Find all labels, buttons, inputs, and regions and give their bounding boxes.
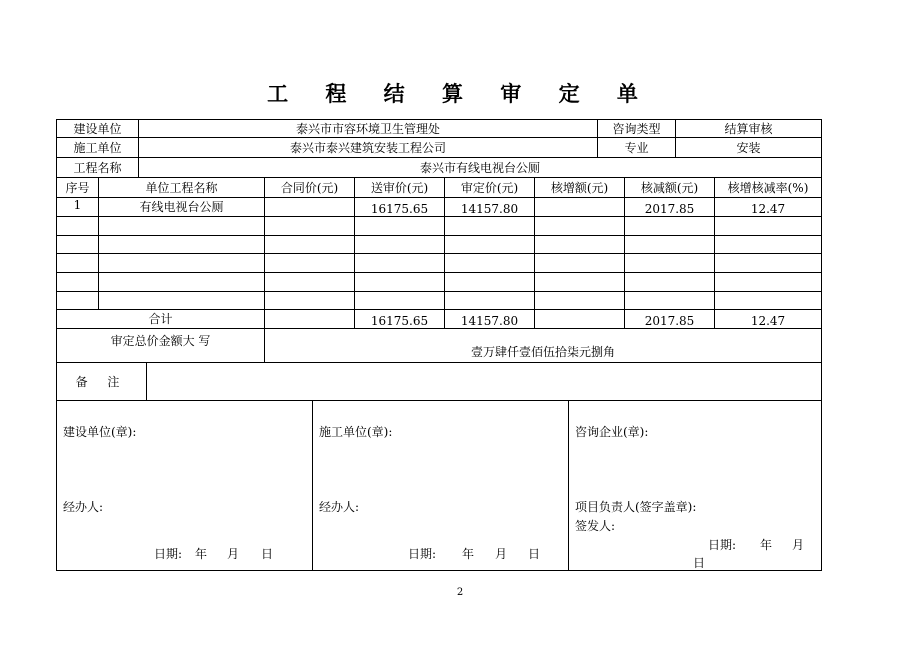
row1-submitted: 16175.65 xyxy=(355,198,445,217)
empty-cell xyxy=(715,236,821,254)
header-unit-name: 单位工程名称 xyxy=(99,178,265,198)
empty-cell xyxy=(265,236,355,254)
empty-cell xyxy=(57,254,99,273)
empty-cell xyxy=(355,217,445,236)
empty-cell xyxy=(625,236,715,254)
empty-cell xyxy=(715,217,821,236)
specialty-label: 专业 xyxy=(598,138,676,158)
amount-value: 壹万肆仟壹佰伍拾柒元捌角 xyxy=(265,329,821,363)
total-label: 合计 xyxy=(57,310,265,329)
empty-cell xyxy=(57,292,99,310)
build-date-label: 日期: xyxy=(154,547,183,561)
empty-cell xyxy=(535,254,625,273)
row1-approved: 14157.80 xyxy=(445,198,535,217)
header-contract-price: 合同价(元) xyxy=(265,178,355,198)
specialty-value: 安装 xyxy=(676,138,821,158)
empty-cell xyxy=(355,236,445,254)
total-contract xyxy=(265,310,355,329)
empty-cell xyxy=(715,292,821,310)
consult-date-year: 年 xyxy=(760,538,773,552)
empty-cell xyxy=(625,292,715,310)
empty-cell xyxy=(355,273,445,292)
empty-cell xyxy=(355,254,445,273)
empty-cell xyxy=(535,217,625,236)
total-approved: 14157.80 xyxy=(445,310,535,329)
empty-cell xyxy=(445,273,535,292)
empty-cell xyxy=(535,273,625,292)
construct-handler: 经办人: xyxy=(319,500,360,514)
empty-cell xyxy=(57,217,99,236)
build-unit-seal: 建设单位(章): xyxy=(63,425,137,439)
construct-unit-value: 泰兴市泰兴建筑安装工程公司 xyxy=(139,138,598,158)
empty-cell xyxy=(265,292,355,310)
build-unit-value: 泰兴市市容环境卫生管理处 xyxy=(139,120,598,138)
empty-cell xyxy=(99,273,265,292)
row1-increase xyxy=(535,198,625,217)
empty-cell xyxy=(99,254,265,273)
consult-date-label: 日期: xyxy=(708,538,737,552)
empty-cell xyxy=(535,292,625,310)
empty-cell xyxy=(57,236,99,254)
project-leader: 项目负责人(签字盖章): xyxy=(575,500,697,514)
consult-type-value: 结算审核 xyxy=(676,120,821,138)
row1-no: 1 xyxy=(57,198,99,217)
remark-label: 备 注 xyxy=(57,363,147,401)
empty-cell xyxy=(535,236,625,254)
header-submitted-price: 送审价(元) xyxy=(355,178,445,198)
empty-cell xyxy=(265,217,355,236)
consult-date-day: 日 xyxy=(693,556,706,570)
empty-cell xyxy=(445,254,535,273)
issuer: 签发人: xyxy=(575,519,616,533)
header-approved-price: 审定价(元) xyxy=(445,178,535,198)
empty-cell xyxy=(445,217,535,236)
empty-cell xyxy=(99,217,265,236)
build-date-month: 月 xyxy=(227,547,240,561)
empty-cell xyxy=(99,292,265,310)
construct-date-day: 日 xyxy=(528,547,541,561)
build-date-year: 年 xyxy=(195,547,208,561)
header-decrease: 核减额(元) xyxy=(625,178,715,198)
header-no: 序号 xyxy=(57,178,99,198)
total-rate: 12.47 xyxy=(715,310,821,329)
total-increase xyxy=(535,310,625,329)
row1-contract xyxy=(265,198,355,217)
build-handler: 经办人: xyxy=(63,500,104,514)
amount-label: 审定总价金额大 写 xyxy=(57,329,265,363)
project-name-value: 泰兴市有线电视台公厕 xyxy=(139,158,821,178)
empty-cell xyxy=(57,273,99,292)
build-unit-label: 建设单位 xyxy=(57,120,139,138)
project-name-label: 工程名称 xyxy=(57,158,139,178)
header-increase: 核增额(元) xyxy=(535,178,625,198)
empty-cell xyxy=(99,236,265,254)
empty-cell xyxy=(715,273,821,292)
empty-cell xyxy=(715,254,821,273)
empty-cell xyxy=(445,236,535,254)
empty-cell xyxy=(355,292,445,310)
construct-unit-seal: 施工单位(章): xyxy=(319,425,393,439)
total-submitted: 16175.65 xyxy=(355,310,445,329)
empty-cell xyxy=(445,292,535,310)
consult-type-label: 咨询类型 xyxy=(598,120,676,138)
remark-value xyxy=(147,363,821,401)
total-decrease: 2017.85 xyxy=(625,310,715,329)
consult-date-month: 月 xyxy=(792,538,805,552)
construct-date-year: 年 xyxy=(462,547,475,561)
header-rate: 核增核减率(%) xyxy=(715,178,821,198)
page-number: 2 xyxy=(456,587,464,598)
construct-date-month: 月 xyxy=(495,547,508,561)
build-date-day: 日 xyxy=(261,547,274,561)
empty-cell xyxy=(625,254,715,273)
page-title: 工 程 结 算 审 定 单 xyxy=(267,82,653,106)
empty-cell xyxy=(625,273,715,292)
row1-decrease: 2017.85 xyxy=(625,198,715,217)
empty-cell xyxy=(265,254,355,273)
row1-name: 有线电视台公厕 xyxy=(99,198,265,217)
empty-cell xyxy=(265,273,355,292)
construct-date-label: 日期: xyxy=(408,547,437,561)
row1-rate: 12.47 xyxy=(715,198,821,217)
construct-unit-label: 施工单位 xyxy=(57,138,139,158)
empty-cell xyxy=(625,217,715,236)
settlement-form xyxy=(56,119,822,571)
consult-company-seal: 咨询企业(章): xyxy=(575,425,649,439)
